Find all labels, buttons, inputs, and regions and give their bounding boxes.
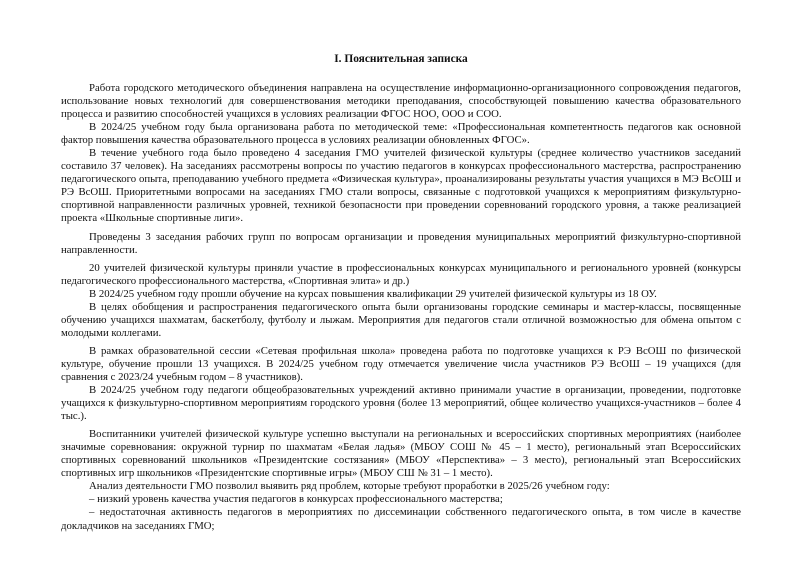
paragraph-competitions: 20 учителей физической культуры приняли участие в профессиональных конкурсах муниципального и регионального уровней (конкурсы педагогического профессионального мастерства, «Спортивная элита» и др.) — [61, 261, 741, 287]
paragraph-meetings: В течение учебного года было проведено 4 заседания ГМО учителей физической культуры (среднее количество участников заседаний составило 37 человек). На заседаниях рассмотрены вопросы по участию педагогов в конкурсах профессионального мастерства, распространению педагогического опыта, преподаванию учебного предмета «Физическая культура», проанализированы результаты участия учащихся в МЭ ВсОШ и РЭ ВсОШ. Приоритетными вопросами на заседаниях ГМО стали вопросы, связанные с подготовкой учащихся к мероприятиям физкультурно-спортивной направленности различных уровней, техникой безопасности при проведении соревнований городского уровня, а также реализацией проекта «Школьные спортивные лиги». — [61, 147, 741, 225]
paragraph-intro: Работа городского методического объединения направлена на осуществление информационно-организационного сопровождения педагогов, использование новых технологий для совершенствования методики преподавания, способствующей повышению качества образовательного процесса и развитию способностей учащихся в условиях реализации ФГОС НОО, ООО и СОО. — [61, 82, 741, 121]
page-title: I. Пояснительная записка — [334, 53, 468, 65]
paragraph-seminars: В целях обобщения и распространения педагогического опыта были организованы городские семинары и мастер-классы, посвященные обучению учащихся шахматам, баскетболу, футболу и лыжам. Мероприятия для педагогов стали отличной возможностью для обмена опытом с молодыми коллегами. — [61, 300, 741, 339]
document-page — [61, 52, 741, 533]
paragraph-network-school: В рамках образовательной сессии «Сетевая профильная школа» проведена работа по подготовке учащихся к РЭ ВсОШ по физической культуре, обучение прошли 13 учащихся. В 2024/25 учебном году отмечается увеличение числа участников РЭ ВсОШ – 19 учащихся (для сравнения с 2023/24 учебным годом – 8 участников). — [61, 344, 741, 383]
paragraph-training: В 2024/25 учебном году прошли обучение на курсах повышения квалификации 29 учителей физической культуры из 18 ОУ. — [89, 287, 657, 300]
paragraph-working-groups: Проведены 3 заседания рабочих групп по вопросам организации и проведения муниципальных мероприятий физкультурно-спортивной направленности. — [61, 230, 741, 256]
list-item-problem-2: – недостаточная активность педагогов в мероприятиях по диссеминации собственного педагогического опыта, в том числе в качестве докладчиков на заседаниях ГМО; — [61, 506, 741, 532]
paragraph-methodical-theme: В 2024/25 учебном году была организована работа по методической теме: «Профессиональная компетентность педагогов как основной фактор повышения качества образовательного процесса в условиях реализации обновленных ФГОС». — [61, 121, 741, 147]
paragraph-achievements: Воспитанники учителей физической культуре успешно выступали на региональных и всероссийских спортивных мероприятиях (наиболее значимые соревнования: окружной турнир по шахматам «Белая ладья» (МБОУ СОШ № 45 – 1 место), региональный этап Всероссийских спортивных соревнований школьников «Президентские состязания» (МБОУ «Перспектива» – 3 место), региональный этап Всероссийских спортивных игр школьников «Президентские спортивные игры» (МБОУ СШ № 31 – 1 место). — [61, 428, 741, 480]
paragraph-city-events: В 2024/25 учебном году педагоги общеобразовательных учреждений активно принимали участие в организации, проведении, подготовке учащихся к физкультурно-спортивном мероприятиям городского уровня (более 13 мероприятий, общее количество учащихся-участников – более 4 тыс.). — [61, 384, 741, 423]
paragraph-analysis: Анализ деятельности ГМО позволил выявить ряд проблем, которые требуют проработки в 2025/26 учебном году: — [89, 480, 610, 493]
list-item-problem-1: – низкий уровень качества участия педагогов в конкурсах профессионального мастерства; — [89, 493, 503, 506]
